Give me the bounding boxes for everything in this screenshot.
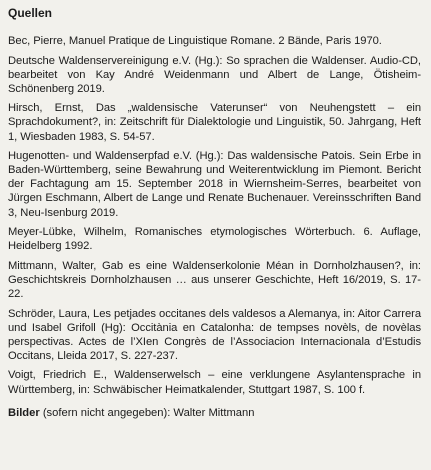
reference-entry: Hugenotten- und Waldenserpfad e.V. (Hg.): Das waldensische Patois. Sein Erbe in Baden-Württemberg, seine Bewahrung und Weiterentwicklung im Piemont. Bericht der Fachtagung am 15. September 2018 in Wiernsheim-Serres, bearbeitet von Jürgen Eschmann, Albert de Lange und Renate Buchenauer. Vereinsschriften Band 3, Neu-Isenburg 2019. bbox=[8, 150, 421, 219]
reference-entry: Meyer-Lübke, Wilhelm, Romanisches etymologisches Wörterbuch. 6. Auflage, Heidelberg 1992. bbox=[8, 226, 421, 253]
reference-entry: Hirsch, Ernst, Das „waldensische Vaterunser“ von Neuhengstett – ein Sprachdokument?, in: Zeitschrift für Dialektologie und Linguistik, 50. Jahrgang, Heft 1, Wiesbaden 1983, S. 54-57. bbox=[8, 102, 421, 143]
section-heading: Quellen bbox=[8, 6, 53, 20]
reference-entry: Bec, Pierre, Manuel Pratique de Linguistique Romane. 2 Bände, Paris 1970. bbox=[8, 35, 382, 47]
image-credits-label: Bilder bbox=[8, 407, 40, 419]
reference-list bbox=[8, 34, 421, 397]
reference-entry: Deutsche Waldenservereinigung e.V. (Hg.): So sprachen die Waldenser. Audio-CD, bearbeitet von Kay André Weidenmann und Albert de Lange, Ötisheim-Schönenberg 2019. bbox=[8, 54, 421, 95]
reference-entry: Mittmann, Walter, Gab es eine Waldenserkolonie Méan in Dornholzhausen?, in: Geschichtskreis Dornholzhausen … aus unserer Geschichte, Heft 16/2019, S. 17-22. bbox=[8, 259, 421, 300]
reference-entry: Schröder, Laura, Les petjades occitanes dels valdesos a Alemanya, in: Aitor Carrera und Isabel Grifoll (Hg): Occitània en Catalonha: de tempses novèls, de novèlas perspectivas. Actes de l’XIen Congrès de l’Associacion Internacionala d’Estudis Occitans, Lleida 2017, S. 227-237. bbox=[8, 307, 421, 362]
image-credits bbox=[8, 406, 254, 420]
image-credits-note: (sofern nicht angegeben): Walter Mittmann bbox=[39, 407, 255, 419]
reference-entry: Voigt, Friedrich E., Waldenserwelsch – eine verklungene Asylantensprache in Württemberg, in: Schwäbischer Heimatkalender, Stuttgart 1987, S. 100 f. bbox=[8, 369, 421, 396]
